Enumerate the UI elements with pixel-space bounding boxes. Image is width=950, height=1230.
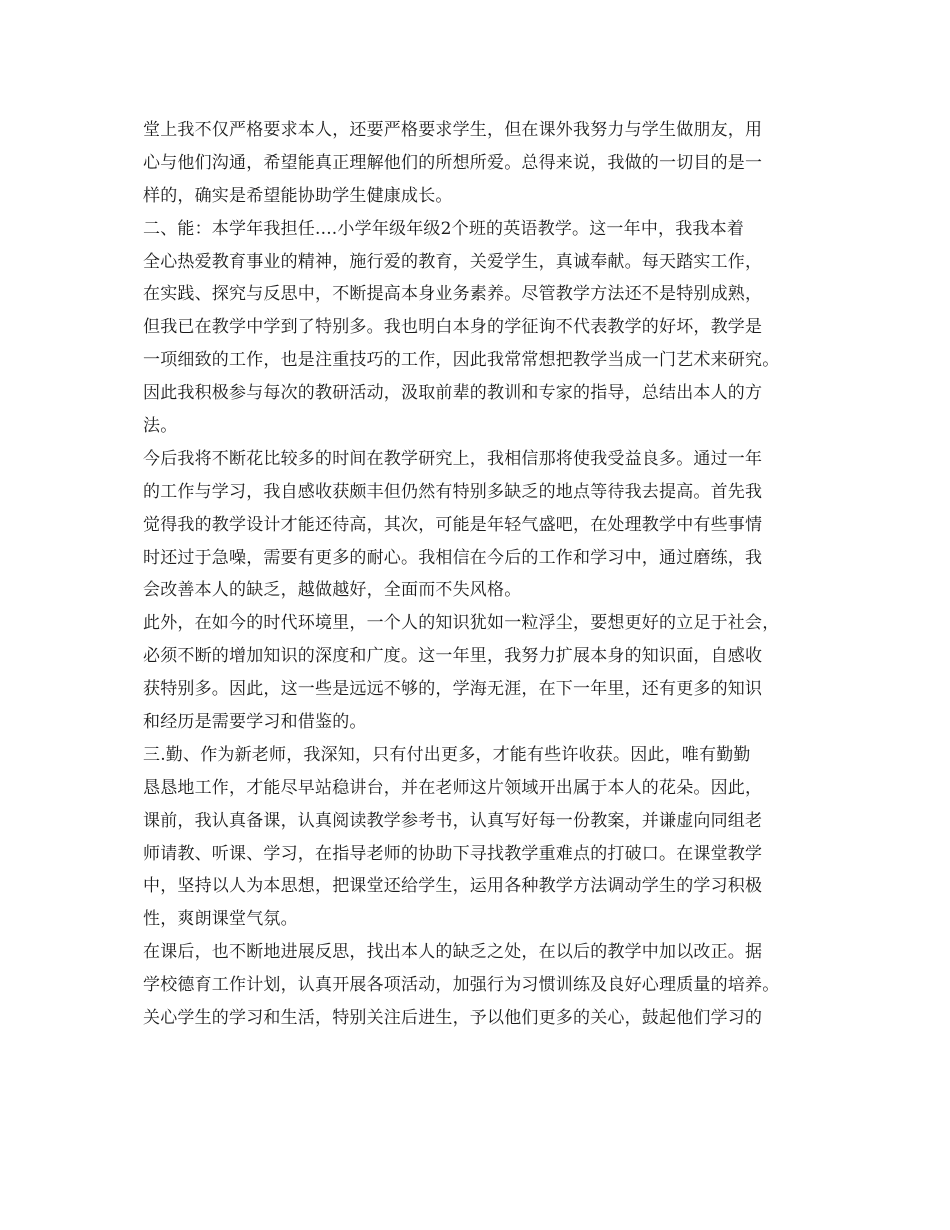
document-body [143, 114, 823, 1035]
text-line: 学校德育工作计划，认真开展各项活动，加强行为习惯训练及良好心理质量的培养。 [143, 975, 780, 996]
text-line: 时还过于急噪，需要有更多的耐心。我相信在今后的工作和学习中，通过磨练，我 [143, 547, 763, 568]
text-line: 会改善本人的缺乏，越做越好，全面而不失风格。 [143, 580, 522, 601]
text-line: 因此我积极参与每次的教研活动，汲取前辈的教训和专家的指导，总结出本人的方 [143, 383, 763, 404]
text-line: 和经历是需要学习和借鉴的。 [143, 712, 367, 733]
text-line: 二、能：本学年我担任....小学年级年级2个班的英语教学。这一年中，我我本着 [143, 218, 745, 239]
text-line: 课前，我认真备课，认真阅读教学参考书，认真写好每一份教案，并谦虚向同组老 [143, 810, 763, 831]
text-line: 师请教、听课、学习，在指导老师的协助下寻找教学重难点的打破口。在课堂教学 [143, 843, 763, 864]
text-line: 觉得我的教学设计才能还待高，其次，可能是年轻气盛吧，在处理教学中有些事情 [143, 514, 763, 535]
text-line: 必须不断的增加知识的深度和广度。这一年里，我努力扩展本身的知识面，自感收 [143, 646, 763, 667]
text-line: 性，爽朗课堂气氛。 [143, 909, 298, 930]
text-line: 全心热爱教育事业的精神，施行爱的教育，关爱学生，真诚奉献。每天踏实工作， [143, 251, 763, 272]
text-line: 样的，确实是希望能协助学生健康成长。 [143, 185, 453, 206]
text-line: 恳恳地工作，才能尽早站稳讲台，并在老师这片领域开出属于本人的花朵。因此， [143, 777, 763, 798]
text-line: 一项细致的工作，也是注重技巧的工作，因此我常常想把教学当成一门艺术来研究。 [143, 350, 780, 371]
text-line: 心与他们沟通，希望能真正理解他们的所想所爱。总得来说，我做的一切目的是一 [143, 152, 763, 173]
text-line: 今后我将不断花比较多的时间在教学研究上，我相信那将使我受益良多。通过一年 [143, 448, 763, 469]
text-line: 在课后，也不断地进展反思，找出本人的缺乏之处，在以后的教学中加以改正。据 [143, 942, 763, 963]
text-line: 中，坚持以人为本思想，把课堂还给学生，运用各种教学方法调动学生的学习积极 [143, 876, 763, 897]
text-line: 在实践、探究与反思中，不断提高本身业务素养。尽管教学方法还不是特别成熟， [143, 284, 763, 305]
text-line: 关心学生的学习和生活，特别关注后进生，予以他们更多的关心，鼓起他们学习的 [143, 1008, 763, 1029]
text-line: 法。 [143, 416, 178, 437]
text-line: 此外，在如今的时代环境里，一个人的知识犹如一粒浮尘，要想更好的立足于社会， [143, 613, 780, 634]
text-line: 三.勤、作为新老师，我深知，只有付出更多，才能有些许收获。因此，唯有勤勤 [143, 744, 751, 765]
text-line: 但我已在教学中学到了特别多。我也明白本身的学征询不代表教学的好坏，教学是 [143, 317, 763, 338]
text-line: 的工作与学习，我自感收获颇丰但仍然有特别多缺乏的地点等待我去提高。首先我 [143, 481, 763, 502]
text-line: 堂上我不仅严格要求本人，还要严格要求学生，但在课外我努力与学生做朋友，用 [143, 120, 763, 140]
text-line: 获特别多。因此，这一些是远远不够的，学海无涯，在下一年里，还有更多的知识 [143, 679, 763, 700]
